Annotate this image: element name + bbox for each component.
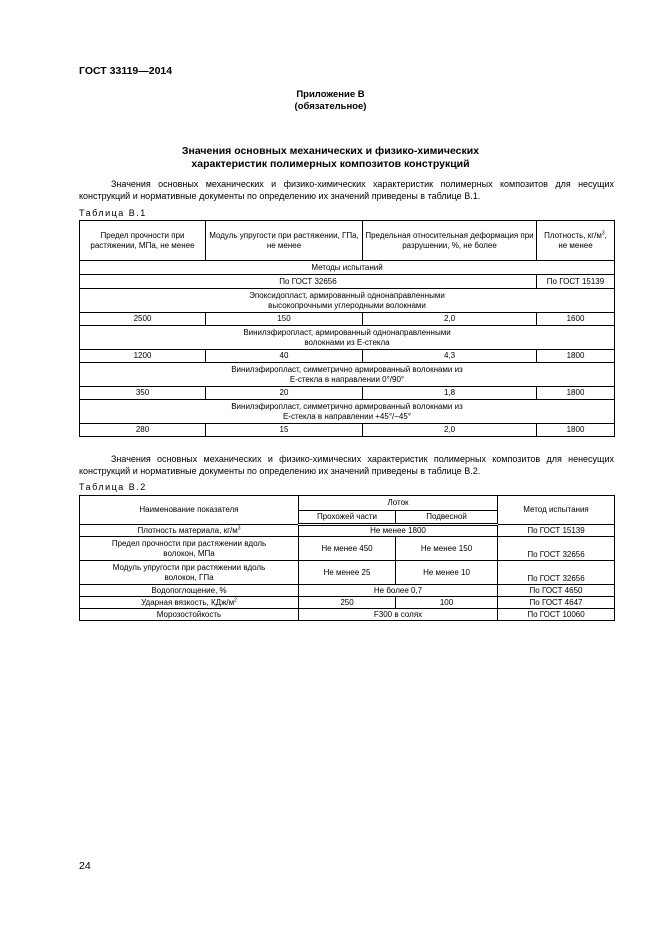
methods-label: Методы испытаний [80,261,615,275]
column-header: Прохожей части [299,511,396,525]
parameter-name: Плотность материала, $кг/м^3$ [80,525,299,537]
column-header: Лоток [299,496,498,511]
material-group-label: Винилэфиропласт, симметрично армированный волокнами из Е-стекла в направлении 0°/90° [80,363,615,387]
column-header: Модуль упругости при растяжении, ГПа, не менее [206,221,363,261]
table-row [80,537,615,561]
table-cell: 350 [80,387,206,400]
table-row [80,275,615,289]
table-row [80,585,615,597]
column-header: Предельная относительная деформация при разрушении, %, не более [363,221,537,261]
table-cell: F300 в солях [299,609,498,621]
table-cell: По ГОСТ 15139 [498,525,615,537]
table-cell: 150 [206,313,363,326]
table-row [80,261,615,275]
table-row [80,363,615,387]
section-title [0,145,661,171]
intro-paragraph-1: Значения основных механических и физико-химических характеристик полимерных композитов для несущих конструкций и нормативные документы по определению их значений приведены в таблице В.1. [79,179,614,201]
page-number: 24 [79,860,91,872]
table-cell: Не менее 450 [299,537,396,561]
table-cell: Не более 0,7 [299,585,498,597]
parameter-name: Морозостойкость [80,609,299,621]
parameter-name: Ударная вязкость, КДж/$м^2$ [80,597,299,609]
table-cell: 250 [299,597,396,609]
table-row [80,609,615,621]
intro-paragraph-2: Значения основных механических и физико-химических характеристик полимерных композитов для ненесущих конструкций и нормативные документы по определению их значений приведены в таблице В.2. [79,454,614,476]
column-header: Подвесной [396,511,498,525]
table-cell: 1,8 [363,387,537,400]
table-cell: 2500 [80,313,206,326]
table-row [80,561,615,585]
section-title-line-1: Значения основных механических и физико-химических [181,145,480,157]
appendix-status: (обязательное) [294,101,367,112]
table-cell: Не менее 150 [396,537,498,561]
table-row [80,326,615,350]
table-cell: 1600 [537,313,615,326]
parameter-name: Водопоглощение, % [80,585,299,597]
table-cell: По ГОСТ 32656 [498,561,615,585]
table-cell: 280 [80,424,206,437]
appendix-heading [0,89,661,113]
material-group-label: Винилэфиропласт, армированный однонаправленными волокнами из Е-стекла [80,326,615,350]
table-1-caption: Таблица В.1 [79,208,147,218]
table-cell: По ГОСТ 32656 [498,537,615,561]
parameter-name: Модуль упругости при растяжении вдоль волокон, ГПа [80,561,299,585]
table-2 [79,495,615,621]
material-group-label: Эпоксидопласт, армированный однонаправленными высокопрочными углеродными волокнами [80,289,615,313]
table-cell: 100 [396,597,498,609]
table-cell: 4,3 [363,350,537,363]
table-row [80,350,615,363]
table-row [80,525,615,537]
table-cell: 2,0 [363,424,537,437]
table-cell: 20 [206,387,363,400]
column-header: Плотность, $кг/м^3$, не менее [537,221,615,261]
table-row [80,424,615,437]
table-1 [79,220,615,437]
table-row [80,221,615,261]
table-row [80,387,615,400]
table-cell: 1200 [80,350,206,363]
table-cell: Не менее 25 [299,561,396,585]
table-cell: Не менее 1800 [299,525,498,537]
table-cell: 1800 [537,424,615,437]
document-code: ГОСТ 33119—2014 [79,65,173,77]
parameter-name: Предел прочности при растяжении вдоль волокон, МПа [80,537,299,561]
table-cell: 1800 [537,387,615,400]
column-header: Метод испытания [498,496,615,525]
table-2-caption: Таблица В.2 [79,482,147,492]
table-cell: 1800 [537,350,615,363]
table-cell: По ГОСТ 4650 [498,585,615,597]
table-cell: Не менее 10 [396,561,498,585]
method-cell: По ГОСТ 32656 [80,275,537,289]
section-title-line-2: характеристик полимерных композитов конструкций [191,158,470,170]
table-cell: 40 [206,350,363,363]
table-row [80,313,615,326]
table-cell: 2,0 [363,313,537,326]
appendix-title: Приложение В [296,89,365,100]
table-row [80,289,615,313]
material-group-label: Винилэфиропласт, симметрично армированный волокнами из Е-стекла в направлении +45°/−45° [80,400,615,424]
column-header: Предел прочности при растяжении, МПа, не менее [80,221,206,261]
table-cell: По ГОСТ 4647 [498,597,615,609]
table-cell: По ГОСТ 10060 [498,609,615,621]
table-row [80,496,615,511]
table-row [80,400,615,424]
table-row [80,597,615,609]
method-cell: По ГОСТ 15139 [537,275,615,289]
table-cell: 15 [206,424,363,437]
column-header: Наименование показателя [80,496,299,525]
